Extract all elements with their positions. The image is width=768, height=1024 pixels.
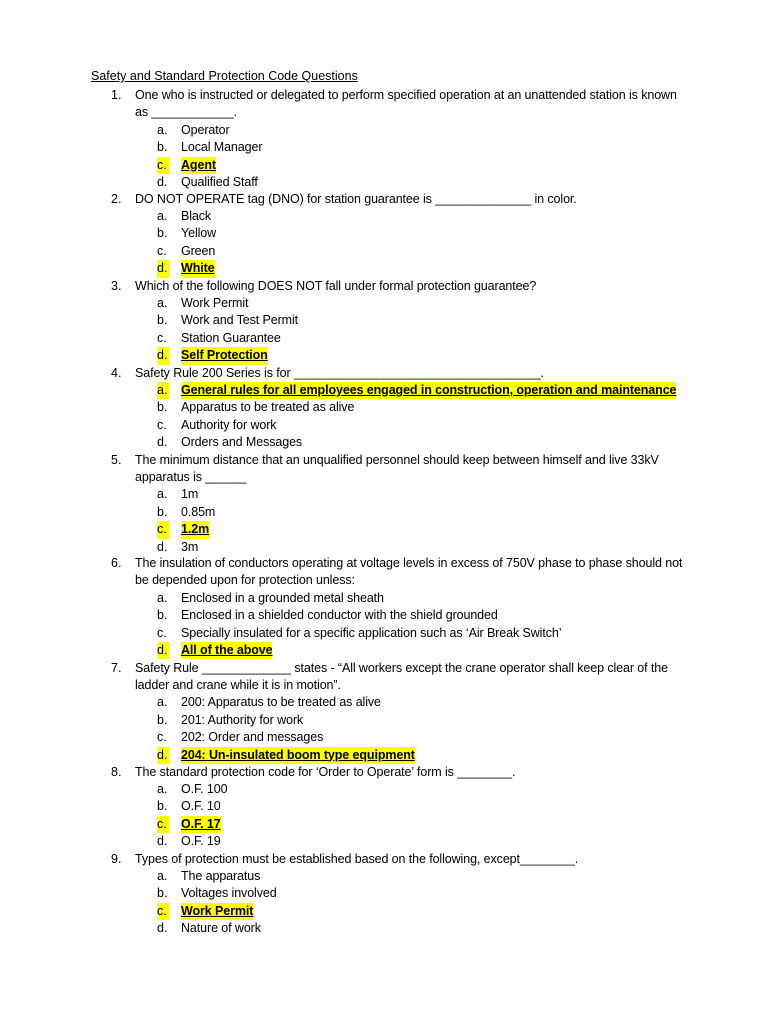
question-number: 8.	[111, 764, 122, 779]
option-letter: b.	[157, 608, 168, 623]
option-text: White	[181, 260, 215, 277]
option-text: 202: Order and messages	[181, 730, 324, 745]
answer-option-highlighted	[0, 816, 768, 833]
option-letter: d.	[157, 539, 168, 554]
option-text: 204: Un-insulated boom type equipment	[181, 747, 415, 764]
question-text: Which of the following DOES NOT fall under formal protection guarantee?	[135, 278, 537, 293]
option-letter: c.	[157, 903, 170, 920]
answer-option	[0, 399, 768, 416]
option-letter: b.	[157, 504, 168, 519]
option-text: Yellow	[181, 226, 217, 241]
option-letter: b.	[157, 886, 168, 901]
option-letter: b.	[157, 400, 168, 415]
option-text: 1m	[181, 487, 199, 502]
option-letter: b.	[157, 712, 168, 727]
option-text: Work Permit	[181, 295, 249, 310]
option-letter: c.	[157, 521, 170, 538]
answer-option	[0, 920, 768, 937]
question-text: The minimum distance that an unqualified personnel should keep between himself and live 33kV apparatus is ______	[135, 452, 659, 484]
question-number: 5.	[111, 452, 122, 467]
option-text: 3m	[181, 539, 199, 554]
option-letter: d.	[157, 921, 168, 936]
option-text: Black	[181, 208, 212, 223]
question-number: 6.	[111, 556, 122, 570]
option-text: Authority for work	[181, 417, 277, 432]
answer-option	[0, 607, 768, 624]
option-text: Qualified Staff	[181, 175, 258, 189]
answer-option	[0, 225, 768, 242]
option-letter: c.	[157, 816, 170, 833]
option-text: O.F. 17	[181, 816, 221, 833]
answer-option-highlighted	[0, 747, 768, 764]
option-letter: a.	[157, 487, 168, 502]
option-letter: a.	[157, 295, 168, 310]
option-text: Agent	[181, 157, 216, 174]
option-text: Voltages involved	[181, 886, 277, 901]
option-letter: b.	[157, 140, 168, 155]
answer-option	[0, 295, 768, 312]
answer-option	[0, 729, 768, 746]
answer-option	[0, 590, 768, 607]
option-text: O.F. 100	[181, 781, 228, 796]
question-text: Safety Rule 200 Series is for ____________________________________.	[135, 365, 544, 380]
option-text: 1.2m	[181, 521, 209, 538]
option-text: 0.85m	[181, 504, 216, 519]
option-text: Specially insulated for a specific application such as ‘Air Break Switch’	[181, 625, 562, 640]
option-letter: c.	[157, 157, 170, 174]
answer-option	[0, 712, 768, 729]
option-text: Nature of work	[181, 921, 261, 936]
answer-option	[0, 798, 768, 815]
question-text: One who is instructed or delegated to perform specified operation at an unattended station is known as ____________.	[135, 88, 677, 120]
option-letter: b.	[157, 313, 168, 328]
option-letter: d.	[157, 435, 168, 450]
question-text: The insulation of conductors operating at voltage levels in excess of 750V phase to phase should not be depended upon for protection unless:	[135, 556, 683, 588]
answer-option	[0, 885, 768, 902]
option-text: Local Manager	[181, 140, 263, 155]
option-letter: c.	[157, 625, 167, 640]
option-letter: d.	[157, 834, 168, 849]
option-text: Orders and Messages	[181, 435, 303, 450]
option-letter: a.	[157, 868, 168, 883]
option-text: Station Guarantee	[181, 330, 281, 345]
option-letter: d.	[157, 260, 170, 277]
answer-option	[0, 539, 768, 556]
option-letter: d.	[157, 347, 170, 364]
answer-option-highlighted	[0, 260, 768, 277]
answer-option-highlighted	[0, 521, 768, 538]
option-text: Work and Test Permit	[181, 313, 299, 328]
option-text: O.F. 10	[181, 799, 221, 814]
question-number: 4.	[111, 365, 122, 380]
answer-option-highlighted	[0, 903, 768, 920]
answer-option-highlighted	[0, 157, 768, 174]
option-letter: a.	[157, 208, 168, 223]
option-letter: c.	[157, 417, 167, 432]
question-number: 7.	[111, 660, 122, 675]
document-title: Safety and Standard Protection Code Questions	[91, 69, 358, 83]
option-text: 201: Authority for work	[181, 712, 304, 727]
answer-option	[0, 833, 768, 850]
answer-option-highlighted	[0, 347, 768, 364]
option-text: 200: Apparatus to be treated as alive	[181, 695, 381, 710]
answer-option	[0, 243, 768, 260]
answer-option	[0, 694, 768, 711]
question-text: Types of protection must be established based on the following, except________.	[135, 851, 579, 866]
answer-option	[0, 625, 768, 642]
option-text: The apparatus	[181, 868, 261, 883]
option-letter: d.	[157, 642, 170, 659]
answer-option	[0, 504, 768, 521]
answer-option	[0, 312, 768, 329]
option-text: General rules for all employees engaged in construction, operation and maintenance	[181, 382, 676, 399]
option-letter: a.	[157, 781, 168, 796]
option-letter: b.	[157, 799, 168, 814]
question-number: 3.	[111, 278, 122, 293]
option-letter: a.	[157, 590, 168, 605]
option-text: Enclosed in a shielded conductor with the shield grounded	[181, 608, 498, 623]
answer-option	[0, 486, 768, 503]
option-letter: c.	[157, 243, 167, 258]
answer-option	[0, 139, 768, 156]
answer-option	[0, 434, 768, 451]
question-number: 2.	[111, 191, 122, 206]
option-letter: b.	[157, 226, 168, 241]
option-letter: d.	[157, 747, 170, 764]
option-text: Green	[181, 243, 216, 258]
answer-option	[0, 330, 768, 347]
option-text: Operator	[181, 122, 230, 137]
option-letter: a.	[157, 382, 170, 399]
question-text: DO NOT OPERATE tag (DNO) for station guarantee is ______________ in color.	[135, 191, 577, 206]
option-text: O.F. 19	[181, 834, 221, 849]
answer-option	[0, 174, 768, 191]
option-letter: a.	[157, 695, 168, 710]
option-text: Apparatus to be treated as alive	[181, 400, 355, 415]
answer-option	[0, 122, 768, 139]
option-letter: c.	[157, 330, 167, 345]
option-text: Self Protection	[181, 347, 268, 364]
option-letter: a.	[157, 122, 168, 137]
option-text: Enclosed in a grounded metal sheath	[181, 590, 384, 605]
answer-option-highlighted	[0, 642, 768, 659]
question-text: The standard protection code for ‘Order to Operate’ form is ________.	[135, 764, 516, 779]
answer-option	[0, 868, 768, 885]
question-number: 9.	[111, 851, 122, 866]
question-number: 1.	[111, 88, 122, 102]
answer-option	[0, 208, 768, 225]
option-text: Work Permit	[181, 903, 253, 920]
answer-option-highlighted	[0, 382, 768, 399]
option-text: All of the above	[181, 642, 272, 659]
option-letter: c.	[157, 730, 167, 745]
question-text: Safety Rule _____________ states - “All workers except the crane operator shall keep clear of the ladder and crane while it is in motion”.	[135, 660, 668, 692]
option-letter: d.	[157, 175, 168, 189]
answer-option	[0, 781, 768, 798]
answer-option	[0, 417, 768, 434]
